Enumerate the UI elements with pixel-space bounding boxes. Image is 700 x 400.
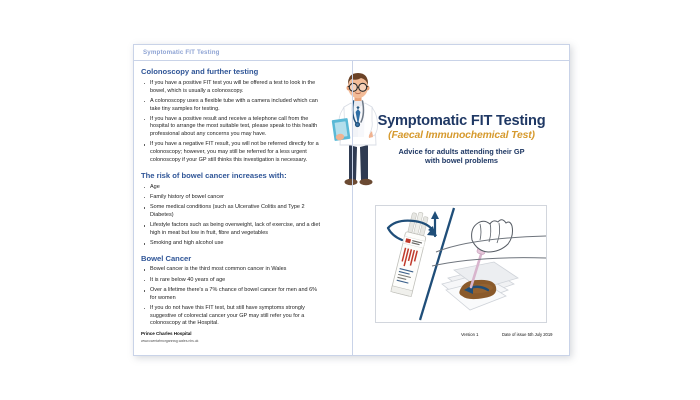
list-item: Age [141,184,323,192]
section-heading-colonoscopy: Colonoscopy and further testing [141,67,259,76]
footer-hospital-block [141,331,198,343]
fit-sample-collection-icon [376,206,546,322]
list-item: Bowel cancer is the third most common cancer in Wales [141,266,323,274]
list-item: Some medical conditions (such as Ulcerative Colitis and Type 2 Diabetes) [141,204,323,220]
fit-kit-illustration [375,205,547,323]
document-footer [134,331,569,351]
bullet-list-colonoscopy [141,80,323,165]
section-heading-risk-factors: The risk of bowel cancer increases with: [141,170,287,180]
section-heading-bowel-cancer: Bowel Cancer [141,253,192,263]
list-item: It is rare below 40 years of age [141,277,323,285]
poster-panel [352,61,569,355]
list-item: Smoking and high alcohol use [141,240,323,248]
bullet-list-risk-factors [141,184,323,248]
document-header-title: Symptomatic FIT Testing [143,49,220,56]
poster-advice-line-1: Advice for adults attending their GP [398,146,525,156]
list-item: If you have a negative FIT result, you will not be referred directly for a colonoscopy; however, you may still be referred for a less urgent colonoscopy if your GP still thinks this investigation is necessary. [141,141,323,164]
list-item: A colonoscopy uses a flexible tube with a camera included which can take tiny samples for testing. [141,98,323,114]
list-item: If you do not have this FIT test, but still have symptoms strongly suggestive of colorectal cancer your GP may still refer you for a colonoscopy at the Hospital. [141,305,323,328]
list-item: If you have a positive result and receive a telephone call from the hospital to arrange the most suitable test, please speak to this health professional about any concerns you may have. [141,116,323,139]
poster-advice-line-2: with bowel problems [424,156,499,166]
document-body [133,60,570,356]
list-item: Lifestyle factors such as being overweight, lack of exercise, and a diet high in meat but low in fruit, fibre and vegetables [141,222,323,238]
list-item: If you have a positive FIT test you will be offered a test to look in the bowel, which is usually a colonoscopy. [141,80,323,96]
document-header-bar [133,44,570,60]
poster-title-block [353,113,570,166]
footer-version: Version 1 [461,332,479,337]
footer-website: www.cwmtafmorgannwg.wales.nhs.uk [141,338,199,343]
list-item: Over a lifetime there's a 7% chance of bowel cancer for men and 6% for women [141,287,323,303]
document-page [133,44,570,356]
footer-date-of-issue: Date of issue 5th July 2019 [502,332,553,337]
poster-subtitle: (Faecal Immunochemical Test) [388,130,535,142]
poster-main-title: Symptomatic FIT Testing [377,113,546,129]
left-text-column [141,68,323,335]
bullet-list-bowel-cancer [141,266,323,328]
footer-hospital-name: Prince Charles Hospital [141,331,192,336]
list-item: Family history of bowel cancer [141,194,323,202]
